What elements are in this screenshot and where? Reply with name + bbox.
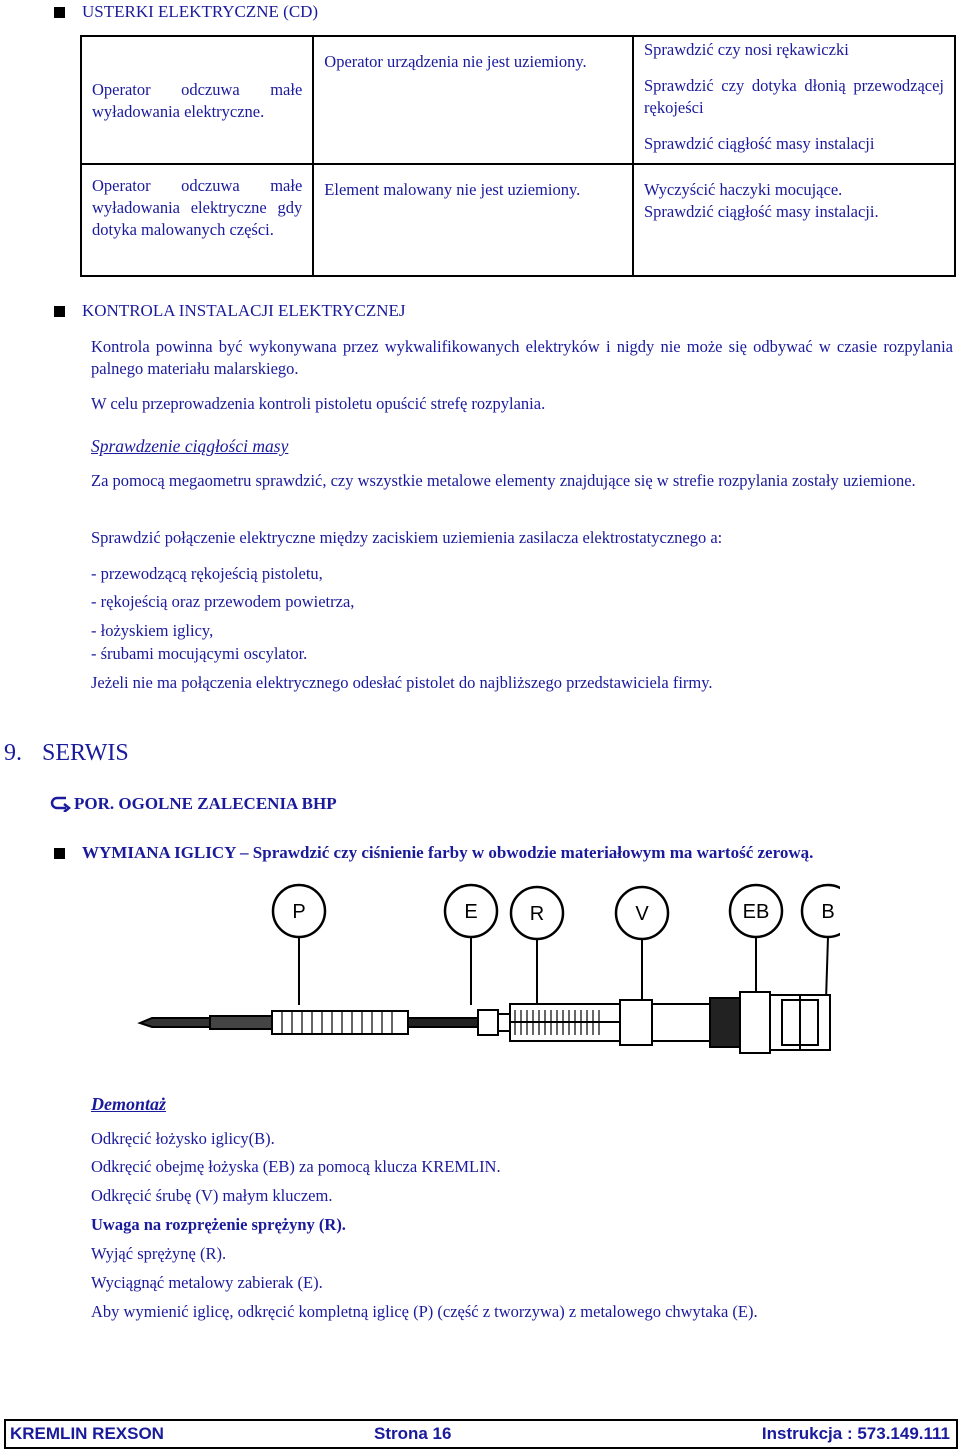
paragraph-connection: Sprawdzić połączenie elektryczne między zaciskiem uziemienia zasilacza elektrostatycznego a: — [91, 528, 723, 547]
section-title-wymiana: WYMIANA IGLICY – Sprawdzić czy ciśnienie farby w obwodzie materiałowym ma wartość zerową. — [82, 843, 814, 862]
square-bullet-icon — [54, 848, 65, 859]
step-item: Odkręcić obejmę łożyska (EB) za pomocą klucza KREMLIN. — [91, 1157, 501, 1176]
list-item: - łożyskiem iglicy, — [91, 621, 214, 640]
step-item: Wyciągnąć metalowy zabierak (E). — [91, 1273, 323, 1292]
symptom-text: Operator odczuwa małe wyładowania elektryczne. — [92, 80, 303, 121]
note-text: POR. OGOLNE ZALECENIA BHP — [74, 794, 337, 813]
table-row — [81, 36, 955, 164]
square-bullet-icon — [54, 306, 65, 317]
cause-cell — [313, 164, 633, 276]
step-item-warning: Uwaga na rozprężenie sprężyny (R). — [91, 1215, 346, 1234]
list-item: - przewodzącą rękojeścią pistoletu, — [91, 564, 323, 583]
page-footer — [4, 1419, 958, 1449]
square-bullet-icon — [54, 7, 65, 18]
remedy-cell — [633, 36, 955, 164]
label-eb: EB — [742, 901, 770, 923]
label-e: E — [464, 901, 478, 923]
table-row — [81, 164, 955, 276]
remedy-item: Wyczyścić haczyki mocujące. — [644, 180, 843, 199]
paragraph-leave-zone: W celu przeprowadzenia kontroli pistoletu opuścić strefę rozpylania. — [91, 394, 546, 413]
remedy-item: Sprawdzić ciągłość masy instalacji. — [644, 202, 879, 221]
needle-assembly-diagram — [120, 880, 840, 1070]
symptom-text: Operator odczuwa małe wyładowania elektryczne gdy dotyka malowanych części. — [92, 176, 303, 239]
step-item: Aby wymienić iglicę, odkręcić kompletną iglicę (P) (część z tworzywa) z metalowego chwytaka (E). — [91, 1302, 758, 1321]
step-item: Odkręcić śrubę (V) małym kluczem. — [91, 1186, 333, 1205]
paragraph-control-info: Kontrola powinna być wykonywana przez wykwalifikowanych elektryków i nigdy nie może się odbywać w czasie rozpylania palnego materiału malarskiego. — [91, 337, 953, 378]
label-p: P — [292, 901, 306, 923]
paragraph-megaometer: Za pomocą megaometru sprawdzić, czy wszystkie metalowe elementy znajdujące się w strefie rozpylania zostały uziemione. — [91, 471, 916, 490]
cause-text: Operator urządzenia nie jest uziemiony. — [324, 52, 587, 71]
chapter-number: 9. — [4, 740, 22, 766]
paragraph-send-gun: Jeżeli nie ma połączenia elektrycznego odesłać pistolet do najbliższego przedstawiciela firmy. — [91, 673, 713, 692]
right-curved-arrow-icon — [50, 794, 72, 812]
label-v: V — [635, 903, 649, 925]
subheading-demontaz: Demontaż — [91, 1094, 167, 1114]
list-item: - rękojeścią oraz przewodem powietrza, — [91, 592, 355, 611]
symptom-cell — [81, 164, 313, 276]
step-item: Odkręcić łożysko iglicy(B). — [91, 1129, 275, 1148]
remedy-item: Sprawdzić ciągłość masy instalacji — [644, 134, 875, 153]
chapter-title: SERWIS — [42, 740, 129, 766]
label-r: R — [529, 903, 545, 925]
troubleshooting-table — [80, 35, 956, 277]
list-item: - śrubami mocującymi oscylator. — [91, 644, 308, 663]
remedy-cell — [633, 164, 955, 276]
label-b: B — [821, 901, 835, 923]
section-title-usterki: USTERKI ELEKTRYCZNE (CD) — [82, 2, 319, 21]
section-title-kontrola: KONTROLA INSTALACJI ELEKTRYCZNEJ — [82, 301, 406, 320]
cause-cell — [313, 36, 633, 164]
step-item: Wyjąć sprężynę (R). — [91, 1244, 227, 1263]
subheading-continuity: Sprawdzenie ciągłości masy — [91, 436, 289, 456]
footer-company: KREMLIN REXSON — [10, 1424, 164, 1443]
remedy-item: Sprawdzić czy dotyka dłonią przewodzącej rękojeści — [644, 76, 944, 117]
footer-page-number: Strona 16 — [374, 1424, 452, 1443]
symptom-cell — [81, 36, 313, 164]
chapter-heading — [4, 740, 129, 767]
remedy-item: Sprawdzić czy nosi rękawiczki — [644, 40, 849, 59]
cause-text: Element malowany nie jest uziemiony. — [324, 180, 581, 199]
footer-manual-number: Instrukcja : 573.149.111 — [761, 1424, 950, 1443]
